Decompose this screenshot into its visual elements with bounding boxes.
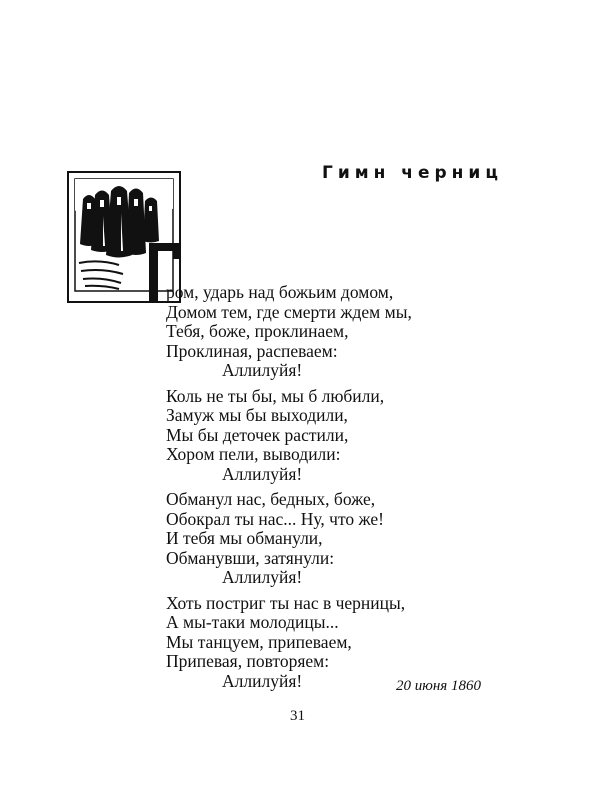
stanza-3 [166, 490, 412, 588]
poem-line: Мы бы деточек растили, [166, 424, 349, 445]
poem-date: 20 июня 1860 [396, 678, 481, 694]
poem-line: Хором пели, выводили: [166, 444, 341, 464]
nuns-procession-illustration [67, 171, 181, 303]
poem-line: А мы-таки молодицы... [166, 612, 339, 632]
refrain-line: Аллилуйя! [222, 670, 303, 691]
poem-line: И тебя мы обманули, [166, 528, 323, 548]
poem-line: Хоть постриг ты нас в черницы, [166, 592, 406, 613]
poem-line: Припевая, повторяем: [166, 651, 330, 671]
stanza-4 [166, 594, 412, 692]
refrain-line: Аллилуйя! [222, 360, 303, 380]
poem-line: Обокрал ты нас... Ну, что же! [166, 508, 384, 529]
poem-body [166, 283, 412, 691]
poem-line: Домом тем, где смерти ждем мы, [166, 301, 412, 322]
page-number: 31 [290, 708, 305, 724]
refrain-line: Аллилуйя! [222, 463, 303, 484]
poem-line: Обманувши, затянули: [166, 547, 335, 568]
poem-line: Мы танцуем, припеваем, [166, 631, 352, 652]
poem-line: ром, ударь над божьим домом, [166, 282, 394, 302]
stanza-2 [166, 387, 412, 485]
poem-title: Гимн черниц [322, 163, 503, 183]
poem-line: Проклиная, распеваем: [166, 340, 338, 361]
refrain-line: Аллилуйя! [222, 567, 303, 587]
poem-line: Коль не ты бы, мы б любили, [166, 385, 385, 406]
poem-line: Тебя, боже, проклинаем, [166, 321, 349, 341]
poem-line: Обманул нас, бедных, боже, [166, 489, 376, 509]
stanza-1 [166, 283, 412, 381]
dropcap-illustration [67, 171, 181, 303]
poem-line: Замуж мы бы выходили, [166, 405, 348, 425]
